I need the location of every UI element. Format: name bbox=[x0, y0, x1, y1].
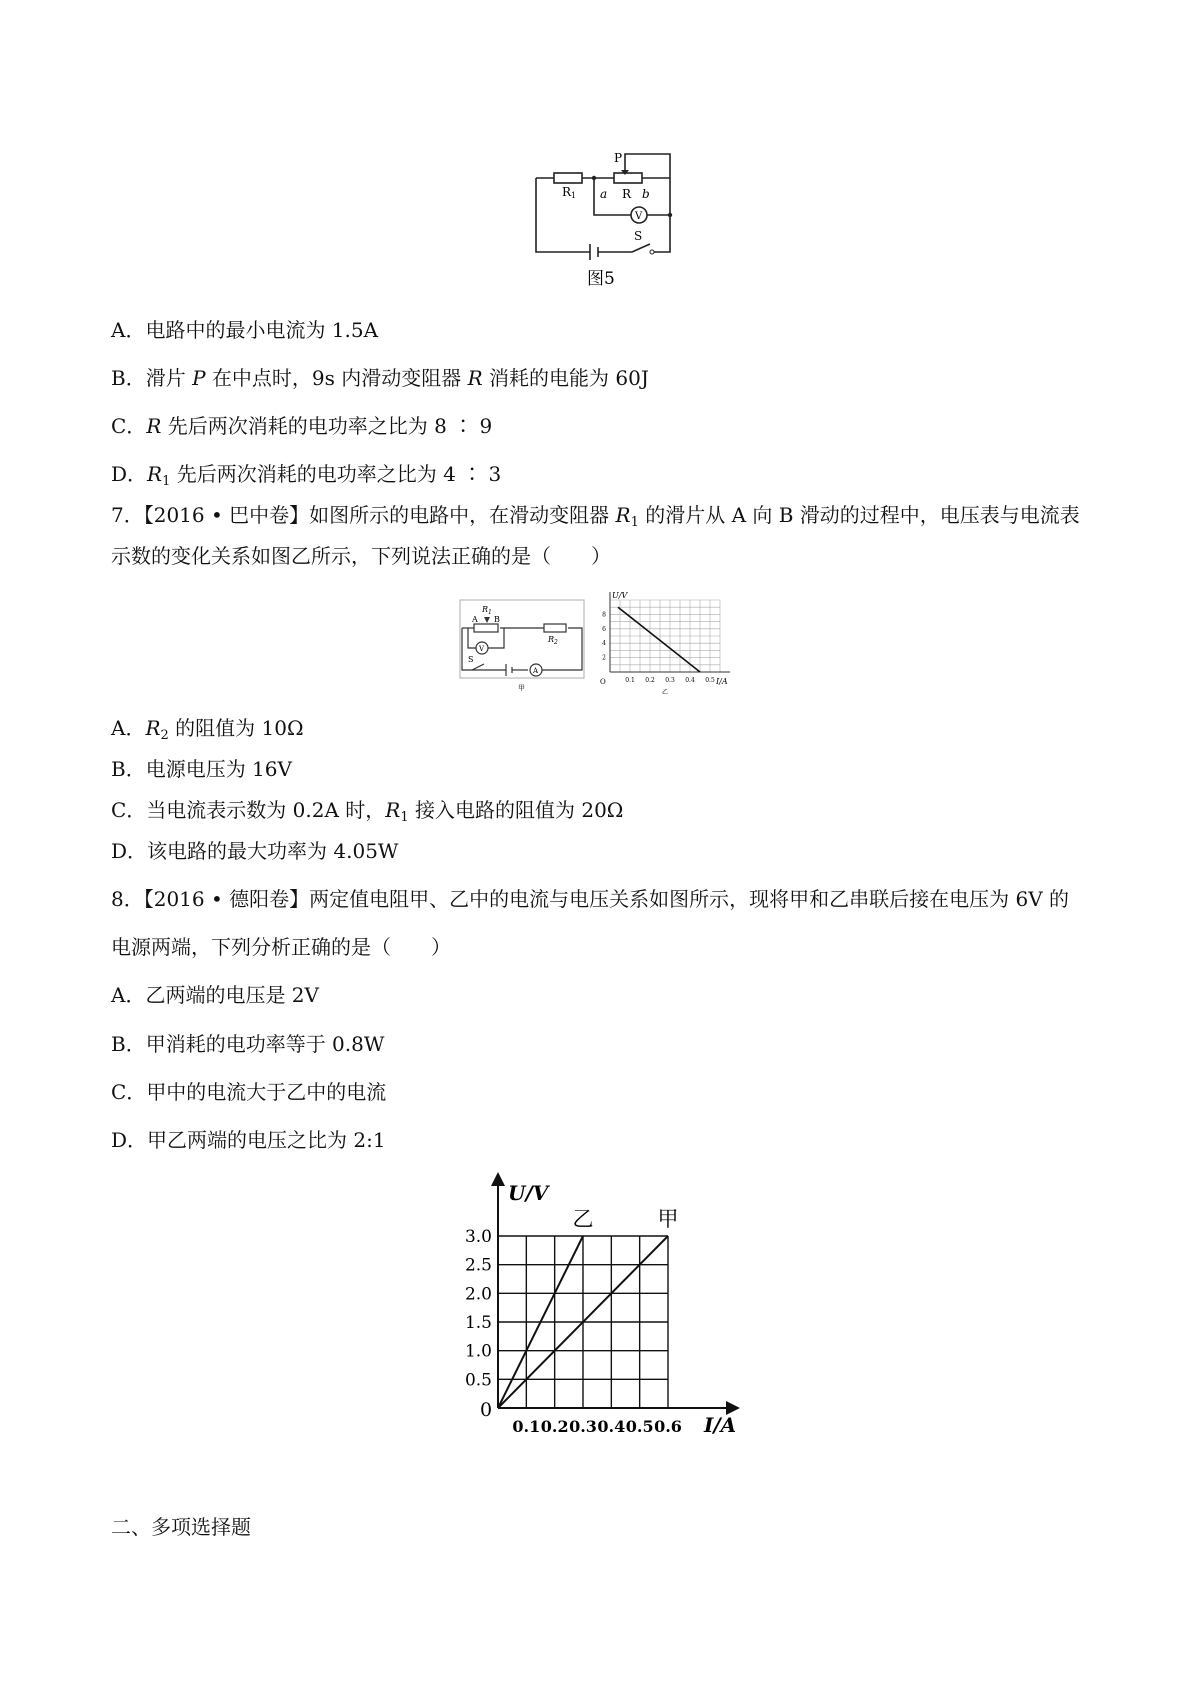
x-tick-0.5: 0.5 bbox=[625, 1417, 654, 1436]
chart-xlabel: I/A bbox=[704, 1413, 737, 1437]
a-label: a bbox=[600, 187, 608, 201]
q7-b-label: B bbox=[494, 615, 500, 624]
q8-stem-line1: 8．【2016 • 德阳卷】两定值电阻甲、乙中的电流与电压关系如图所示，现将甲和乙串联后接在电压为 6V 的 bbox=[111, 887, 1070, 911]
q7-y-tick-8: 8 bbox=[602, 611, 606, 619]
figure-5-circuit bbox=[530, 148, 680, 288]
q7-stem-line1: 7．【2016 • 巴中卷】如图所示的电路中，在滑动变阻器 $R_1$ 的滑片从 A 向 B 滑动的过程中，电压表与电流表 bbox=[111, 503, 1080, 530]
q7-switch-label: S bbox=[468, 655, 474, 664]
q7-y-tick-2: 2 bbox=[602, 654, 606, 662]
q7-x-tick-0.5: 0.5 bbox=[705, 677, 715, 684]
q7-option-a: A．$R_2$ 的阻值为 10Ω bbox=[111, 716, 304, 743]
q7-circuit-figure bbox=[458, 598, 588, 694]
y-tick-3.0: 3.0 bbox=[464, 1227, 492, 1247]
voltmeter-label: V bbox=[635, 211, 643, 222]
x-tick-0.4: 0.4 bbox=[597, 1417, 626, 1436]
q7-r2-label: $R_2$ bbox=[548, 635, 558, 646]
q7-option-d: D．该电路的最大功率为 4.05W bbox=[111, 839, 399, 863]
q7-graph-xlabel: I/A bbox=[716, 677, 728, 686]
q6-option-d: D．$R_1$ 先后两次消耗的电功率之比为 4 ∶ 3 bbox=[111, 462, 502, 489]
q8-iu-chart bbox=[460, 1170, 760, 1440]
q7-a-label: A bbox=[472, 615, 478, 624]
q7-x-tick-0.2: 0.2 bbox=[645, 677, 655, 684]
section-title: 二、多项选择题 bbox=[111, 1515, 251, 1539]
q7-x-tick-0.3: 0.3 bbox=[665, 677, 675, 684]
q6-option-c: C．R 先后两次消耗的电功率之比为 8 ∶ 9 bbox=[111, 414, 493, 438]
q7-ammeter-label: A bbox=[533, 667, 539, 675]
q6-option-b: B．滑片 P 在中点时，9s 内滑动变阻器 R 消耗的电能为 60J bbox=[111, 366, 649, 390]
y-axis-arrow bbox=[491, 1172, 505, 1186]
q7-r1-label: $R_1$ bbox=[482, 605, 492, 616]
q7-y-tick-6: 6 bbox=[602, 625, 606, 633]
q8-option-a: A．乙两端的电压是 2V bbox=[111, 983, 319, 1007]
y-tick-0.5: 0.5 bbox=[464, 1370, 492, 1391]
q7-y-tick-4: 4 bbox=[602, 640, 606, 648]
q7-circuit-caption: 甲 bbox=[518, 684, 525, 692]
q6-option-a: A．电路中的最小电流为 1.5A bbox=[111, 318, 379, 342]
q7-x-tick-0.4: 0.4 bbox=[685, 677, 695, 684]
r1-label: R1 bbox=[562, 185, 577, 200]
series-label-1: 乙 bbox=[572, 1207, 594, 1231]
r-label: R bbox=[622, 187, 632, 201]
q8-option-b: B．甲消耗的电功率等于 0.8W bbox=[111, 1032, 385, 1056]
series-label-2: 甲 bbox=[657, 1207, 679, 1231]
x-tick-0.6: 0.6 bbox=[654, 1417, 682, 1436]
x-tick-0.1: 0.1 bbox=[512, 1417, 541, 1436]
q8-stem-line2: 电源两端，下列分析正确的是（ ） bbox=[111, 935, 451, 959]
y-tick-2.5: 2.5 bbox=[464, 1255, 492, 1276]
q8-option-c: C．甲中的电流大于乙中的电流 bbox=[111, 1080, 387, 1104]
y-tick-1.5: 1.5 bbox=[464, 1313, 492, 1333]
q7-graph-caption: 乙 bbox=[662, 689, 669, 696]
q7-x-tick-0.1: 0.1 bbox=[625, 677, 635, 684]
y-tick-1.0: 1.0 bbox=[464, 1341, 492, 1362]
figure-5-caption: 图5 bbox=[587, 269, 615, 288]
x-tick-0.3: 0.3 bbox=[569, 1417, 597, 1436]
x-tick-0.2: 0.2 bbox=[540, 1417, 569, 1436]
q7-voltmeter-label: V bbox=[479, 645, 485, 653]
q7-graph-origin: O bbox=[600, 678, 606, 686]
q7-option-c: C．当电流表示数为 0.2A 时，$R_1$ 接入电路的阻值为 20Ω bbox=[111, 798, 624, 825]
chart-origin-label: 0 bbox=[480, 1399, 493, 1421]
switch-label: S bbox=[634, 229, 643, 243]
q7-option-b: B．电源电压为 16V bbox=[111, 757, 292, 781]
q8-option-d: D．甲乙两端的电压之比为 2:1 bbox=[111, 1128, 386, 1152]
y-tick-2.0: 2.0 bbox=[464, 1284, 492, 1305]
q7-graph-figure bbox=[592, 588, 740, 696]
q7-graph-ylabel: U/V bbox=[612, 591, 628, 600]
chart-ylabel: U/V bbox=[508, 1181, 549, 1205]
q7-stem-line2: 示数的变化关系如图乙所示，下列说法正确的是（ ） bbox=[111, 544, 611, 568]
p-label: P bbox=[614, 151, 623, 165]
b-label: b bbox=[642, 187, 650, 201]
